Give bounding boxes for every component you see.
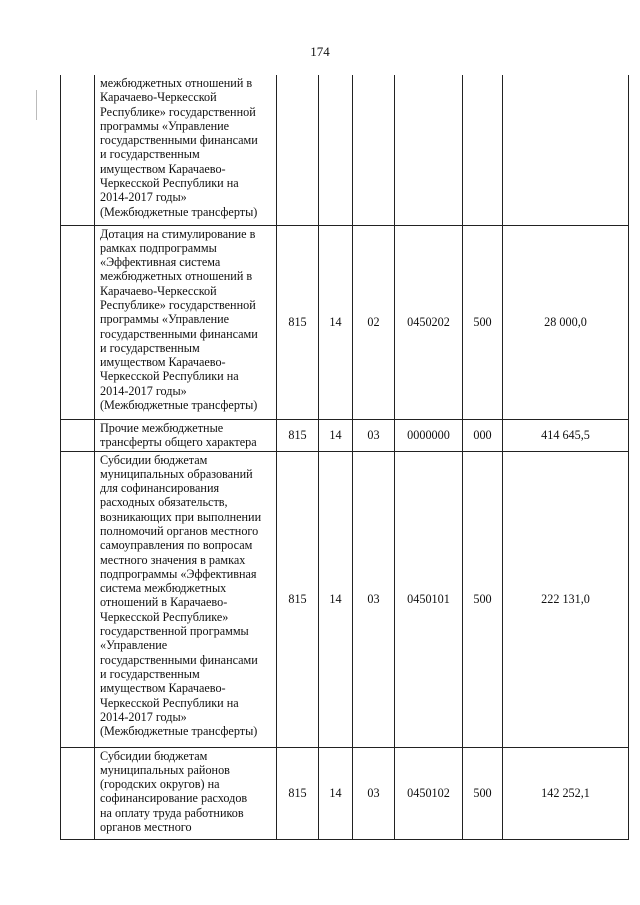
amount [503,75,629,225]
expense-type-code: 500 [463,747,503,839]
target-article-code: 0450101 [395,451,463,747]
expense-type-code [463,75,503,225]
section-code: 14 [319,225,353,419]
page-number: 174 [310,44,330,59]
expense-type-code: 000 [463,419,503,451]
amount: 222 131,0 [503,451,629,747]
row-number-cell [61,419,95,451]
row-number-cell [61,225,95,419]
grs-code [277,75,319,225]
target-article-code: 0000000 [395,419,463,451]
section-code: 14 [319,451,353,747]
table-row [61,75,629,225]
expense-name: межбюджетных отношений в Карачаево-Черкесской Республике» государственной программы «Управление государственными финансами и государственным имуществом Карачаево- Черкесской Республики на 2014-2017 годы» (Межбюджетные трансферты) [95,75,277,225]
grs-code: 815 [277,225,319,419]
table-row [61,747,629,839]
subsection-code [353,75,395,225]
grs-code: 815 [277,419,319,451]
target-article-code: 0450202 [395,225,463,419]
target-article-code [395,75,463,225]
grs-code: 815 [277,747,319,839]
subsection-code: 03 [353,451,395,747]
subsection-code: 02 [353,225,395,419]
table-row [61,451,629,747]
section-code [319,75,353,225]
scan-mark [36,90,37,120]
section-code: 14 [319,747,353,839]
amount: 414 645,5 [503,419,629,451]
grs-code: 815 [277,451,319,747]
target-article-code: 0450102 [395,747,463,839]
expense-type-code: 500 [463,451,503,747]
table-row [61,419,629,451]
row-number-cell [61,747,95,839]
budget-table [60,75,629,840]
row-number-cell [61,451,95,747]
expense-name: Субсидии бюджетам муниципальных образований для софинансирования расходных обязательств, возникающих при выполнении полномочий органов местного самоуправления по вопросам местного значения в рамках подпрограммы «Эффективная система межбюджетных отношений в Карачаево- Черкесской Республике» государственной программы «Управление государственными финансами и государственным имуществом Карачаево- Черкесской Республики на 2014-2017 годы» (Межбюджетные трансферты) [95,451,277,747]
amount: 28 000,0 [503,225,629,419]
subsection-code: 03 [353,419,395,451]
expense-name: Субсидии бюджетам муниципальных районов (городских округов) на софинансирование расходов на оплату труда работников органов местного [95,747,277,839]
expense-name: Дотация на стимулирование в рамках подпрограммы «Эффективная система межбюджетных отношений в Карачаево-Черкесской Республике» государственной программы «Управление государственными финансами и государственным имуществом Карачаево- Черкесской Республики на 2014-2017 годы» (Межбюджетные трансферты) [95,225,277,419]
table-row [61,225,629,419]
row-number-cell [61,75,95,225]
subsection-code: 03 [353,747,395,839]
section-code: 14 [319,419,353,451]
expense-type-code: 500 [463,225,503,419]
expense-name: Прочие межбюджетные трансферты общего характера [95,419,277,451]
amount: 142 252,1 [503,747,629,839]
